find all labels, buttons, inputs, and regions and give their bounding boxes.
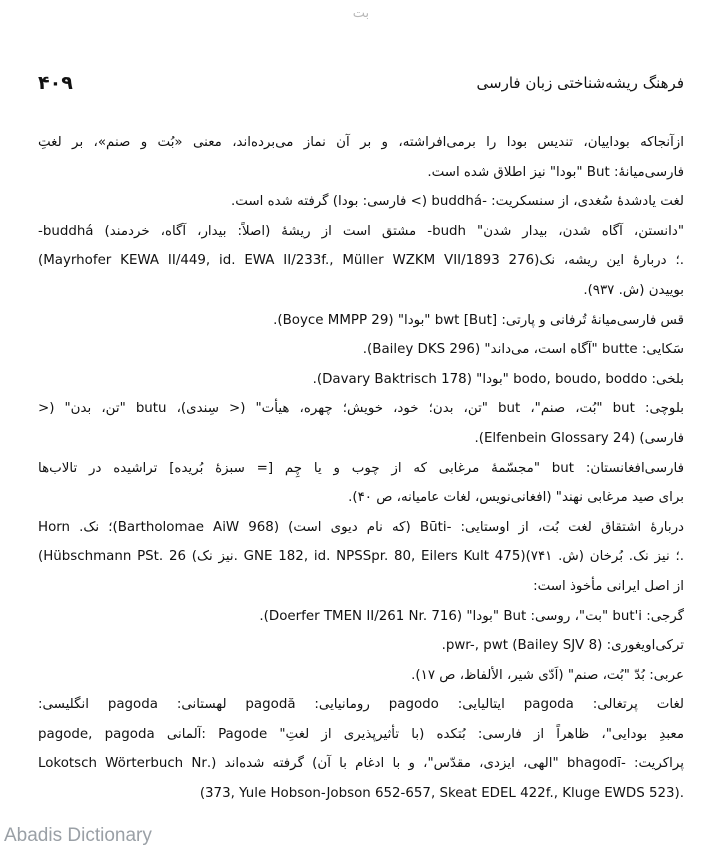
text-line: (Hübschmann PSt. 26 (نیز نک. GNE 182, id. NPSSpr. 80, Eilers Kult 475)؛ نیز نک. بُرخان (ش. ۷۴۱). [38,549,684,565]
text-line: قس فارسی‌میانهٔ تُرفانی و پارتی: bwt [But] "بودا" (Boyce MMPP 29). [273,312,684,328]
text-line: ازآنجاکه بوداییان، تندیس بودا را برمی‌افراشته، و بر آن نماز می‌برده‌اند، معنی «بُت و صنم»، بر لغتِ [38,135,684,150]
text-line: فارسی‌افغانستان: but "مجسّمهٔ مرغابی که از چوب و یا چِم [= سبزهٔ بُریده] تراشیده در تالاب‌ها [38,460,684,476]
text-line: -buddhá (اصلاً: بیدار، آگاه، خردمند) مشتق است از ریشهٔ -budh "دانستن، آگاه شدن، بیدار شدن" [38,223,684,239]
page-header [38,72,684,98]
text-line: (373, Yule Hobson-Jobson 652-657, Skeat EDEL 422f., Kluge EWDS 523). [199,786,684,802]
watermark-label: Abadis Dictionary [4,825,152,846]
text-line: لغت یادشدهٔ سُغدی، از سنسکریت: -buddhá (> فارسی: بودا) گرفته شده است. [231,194,684,210]
text-line: لغات پرتغالی: pagoda ایتالیایی: pagodo رومانیایی: pagodă لهستانی: pagoda انگلیسی: [38,697,684,713]
text-line: دربارهٔ اشتقاق لغت بُت، از اوستایی: -Būti (که نام دیوی است) (Bartholomae AiW 968)؛ نک. Horn [38,519,684,535]
text-line: برای صید مرغابی نهند" (افغانی‌نویس، لغات عامیانه، ص ۴۰). [348,490,684,506]
text-line: فارسی) (Elfenbein Glossary 24). [474,430,684,446]
running-title: فرهنگ ریشه‌شناختی زبان فارسی [476,74,684,92]
text-line: از اصل ایرانی مأخوذ است: [533,578,684,594]
text-line: pagode, pagoda آلمانی: Pagode "معبدِ بودایی"، ظاهراً از فارسی: بُتکده (با تأثیرپذیری از لغتِ [38,726,684,742]
page-number: ۴۰۹ [38,72,73,94]
text-line: بلخی: bodo, boudo, boddo "بودا" (Davary Baktrisch 178). [312,371,684,387]
text-line: بوییدن (ش. ۹۳۷). [583,282,684,298]
text-line: پراکریت: -bhagodī "الهی، ایزدی، مقدّس"، و با ادغام با آن) گرفته شده‌اند (.Lokotsch Wörterbuch Nr [38,756,684,772]
text-line: (Mayrhofer KEWA II/449, id. EWA II/233f., Müller WZKM VII/1893 276)؛ دربارهٔ این ریشه، نک. [38,253,684,269]
text-line: فارسی‌میانهٔ: But "بودا" نیز اطلاق شده است. [427,164,684,180]
text-line: گرجی: but'i "بت"، روسی: But "بودا" (Doerfer TMEN II/261 Nr. 716). [259,608,684,624]
top-mark: بت [352,6,370,21]
text-line: سَکایی: butte "آگاه است، می‌داند" (Bailey DKS 296). [362,342,684,358]
text-line: بلوچی: but "بُت، صنم"، but "تن، بدن؛ خود، خویش؛ چهره، هیأت" (< سِندی)، butu "تن، بدن" (< [38,401,684,417]
text-line: ترکی‌اویغوری: pwr-, pwt (Bailey SJV 8). [441,638,684,654]
entry-body [38,128,684,809]
text-line: عربی: بُدّ "بُت، صنم" (اَدّی شیر، الألفاظ، ص ۱۷). [411,667,684,683]
